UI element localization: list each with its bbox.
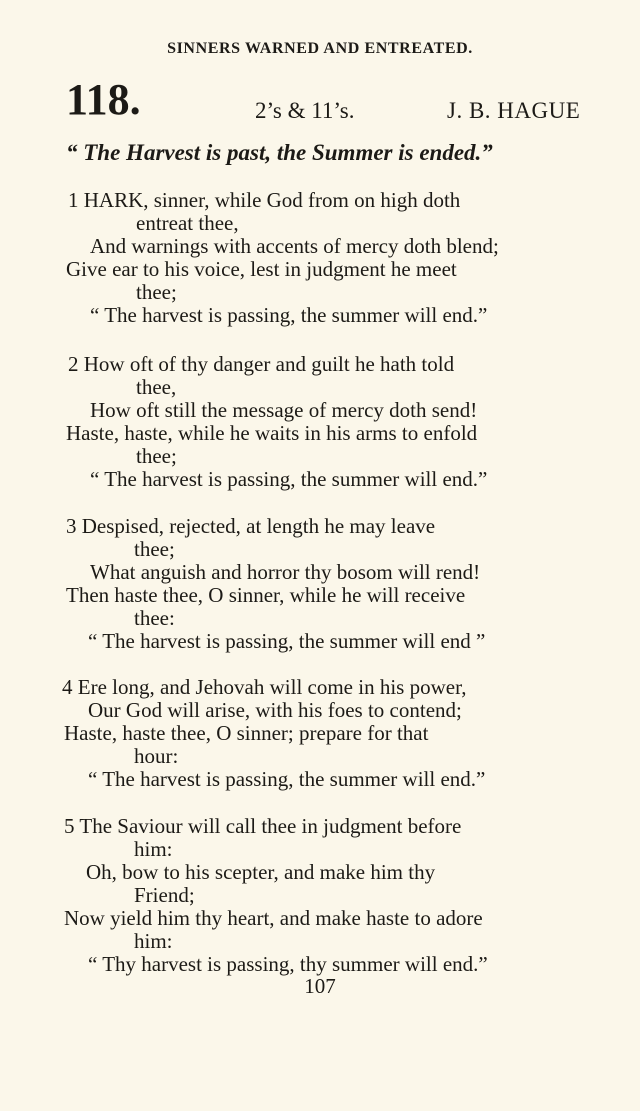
stanza-4-line-5: “ The harvest is passing, the summer will end.” <box>88 767 486 791</box>
stanza-5-line-7: “ Thy harvest is passing, thy summer will end.” <box>88 952 488 976</box>
stanza-3-line-3: What anguish and horror thy bosom will rend! <box>90 560 481 584</box>
stanza-5-line-4: Friend; <box>134 883 195 907</box>
page-number: 107 <box>304 974 336 998</box>
stanza-1-line-4: Give ear to his voice, lest in judgment he meet <box>66 257 457 281</box>
stanza-2-line-4: Haste, haste, while he waits in his arms to enfold <box>66 421 478 445</box>
hymn-number: 118. <box>66 75 141 124</box>
stanza-1-line-6: “ The harvest is passing, the summer will end.” <box>90 303 488 327</box>
stanza-2-line-6: “ The harvest is passing, the summer will end.” <box>90 467 488 491</box>
stanza-4-line-4: hour: <box>134 744 179 768</box>
stanza-3-line-2: thee; <box>134 537 175 561</box>
stanza-1-line-3: And warnings with accents of mercy doth blend; <box>90 234 499 258</box>
stanza-5-line-6: him: <box>134 929 173 953</box>
stanza-2-line-1: 2 How oft of thy danger and guilt he hath told <box>68 352 455 376</box>
stanza-2-line-2: thee, <box>136 375 177 399</box>
stanza-5-line-3: Oh, bow to his scepter, and make him thy <box>86 860 436 884</box>
stanza-2-line-3: How oft still the message of mercy doth send! <box>90 398 478 422</box>
stanza-5-line-5: Now yield him thy heart, and make haste to adore <box>64 906 483 930</box>
stanza-4-line-1: 4 Ere long, and Jehovah will come in his power, <box>62 675 467 699</box>
hymn-meter: 2’s & 11’s. <box>255 98 355 123</box>
stanza-4-line-3: Haste, haste thee, O sinner; prepare for that <box>64 721 429 745</box>
hymn-author: J. B. HAGUE <box>447 98 581 123</box>
stanza-5-line-2: him: <box>134 837 173 861</box>
stanza-3-line-4: Then haste thee, O sinner, while he will receive <box>66 583 466 607</box>
running-head: SINNERS WARNED AND ENTREATED. <box>167 40 473 57</box>
stanza-1-line-2: entreat thee, <box>136 211 239 235</box>
stanza-3-line-5: thee: <box>134 606 175 630</box>
stanza-1-line-5: thee; <box>136 280 177 304</box>
stanza-1-line-1: 1 HARK, sinner, while God from on high doth <box>68 188 461 212</box>
stanza-5-line-1: 5 The Saviour will call thee in judgment before <box>64 814 462 838</box>
stanza-3-line-6: “ The harvest is passing, the summer will end ” <box>88 629 486 653</box>
stanza-2-line-5: thee; <box>136 444 177 468</box>
stanza-4-line-2: Our God will arise, with his foes to contend; <box>88 698 462 722</box>
hymn-epigraph: “ The Harvest is past, the Summer is ended.” <box>66 140 493 165</box>
stanza-3-line-1: 3 Despised, rejected, at length he may leave <box>66 514 436 538</box>
